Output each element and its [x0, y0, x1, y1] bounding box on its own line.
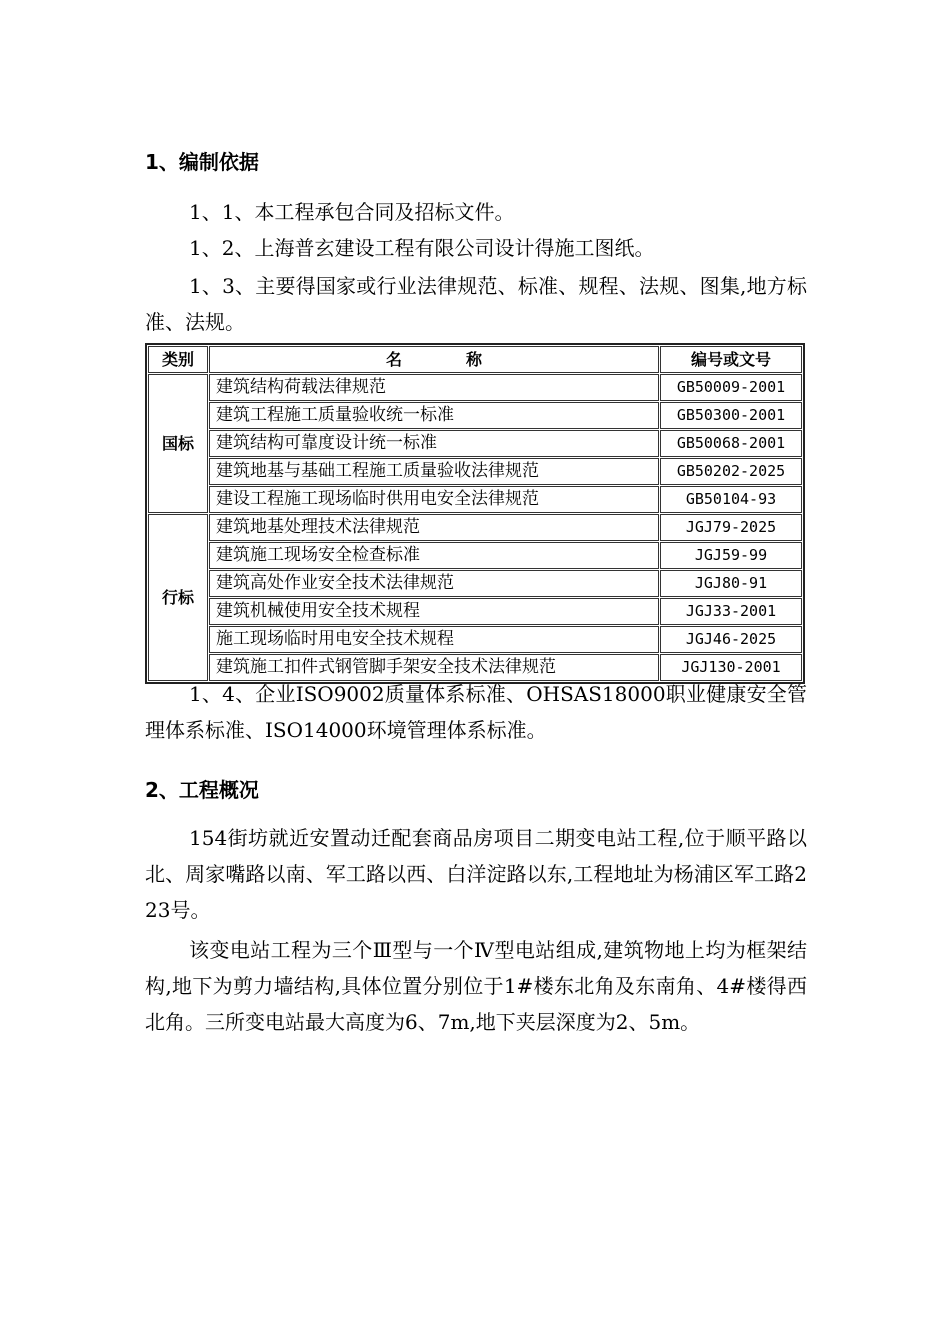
standard-name-cell: 建筑地基与基础工程施工质量验收法律规范: [209, 458, 659, 485]
standard-name-cell: 建筑施工现场安全检查标准: [209, 542, 659, 569]
basis-item-3: 1、3、主要得国家或行业法律规范、标准、规程、法规、图集,地方标准、法规。: [145, 274, 807, 334]
basis-item-1: 1、1、本工程承包合同及招标文件。: [189, 200, 515, 224]
standard-code-cell: GB50300-2001: [660, 402, 802, 429]
standard-name-cell: 建筑机械使用安全技术规程: [209, 598, 659, 625]
table-header-row: [148, 346, 802, 373]
overview-paragraph-2: 该变电站工程为三个Ⅲ型与一个Ⅳ型电站组成,建筑物地上均为框架结构,地下为剪力墙结构,具体位置分别位于1#楼东北角及东南角、4#楼得西北角。三所变电站最大高度为6、7m,地下夹层深度为2、5m。: [145, 938, 807, 1034]
standard-name-cell: 建筑施工扣件式钢管脚手架安全技术法律规范: [209, 654, 659, 681]
standard-name-cell: 建筑工程施工质量验收统一标准: [209, 402, 659, 429]
table-row: [148, 570, 802, 597]
table-row: [148, 542, 802, 569]
category-cell: 行标: [148, 514, 208, 681]
standard-code-cell: GB50068-2001: [660, 430, 802, 457]
standard-name-cell: 建筑地基处理技术法律规范: [209, 514, 659, 541]
header-name: 名 称: [209, 346, 659, 373]
section1-heading: 1、编制依据: [145, 150, 259, 174]
table-row: [148, 598, 802, 625]
standard-code-cell: JGJ130-2001: [660, 654, 802, 681]
header-category: 类别: [148, 346, 208, 373]
standard-code-cell: JGJ80-91: [660, 570, 802, 597]
overview-paragraph-1: 154街坊就近安置动迁配套商品房项目二期变电站工程,位于顺平路以北、周家嘴路以南、军工路以西、白洋淀路以东,工程地址为杨浦区军工路223号。: [145, 826, 807, 922]
standard-name-cell: 施工现场临时用电安全技术规程: [209, 626, 659, 653]
category-cell: 国标: [148, 374, 208, 513]
section2-heading: 2、工程概况: [145, 778, 259, 802]
standard-name-cell: 建设工程施工现场临时供用电安全法律规范: [209, 486, 659, 513]
standard-name-cell: 建筑结构可靠度设计统一标准: [209, 430, 659, 457]
table-row: [148, 374, 802, 401]
standard-code-cell: JGJ79-2025: [660, 514, 802, 541]
table-row: [148, 514, 802, 541]
basis-item-2: 1、2、上海普玄建设工程有限公司设计得施工图纸。: [189, 236, 655, 260]
table-row: [148, 430, 802, 457]
standard-code-cell: JGJ59-99: [660, 542, 802, 569]
header-code: 编号或文号: [660, 346, 802, 373]
table-row: [148, 402, 802, 429]
standard-name-cell: 建筑高处作业安全技术法律规范: [209, 570, 659, 597]
table-row: [148, 458, 802, 485]
table-row: [148, 626, 802, 653]
table-row: [148, 486, 802, 513]
standard-code-cell: JGJ46-2025: [660, 626, 802, 653]
standard-code-cell: GB50009-2001: [660, 374, 802, 401]
standard-name-cell: 建筑结构荷载法律规范: [209, 374, 659, 401]
standard-code-cell: GB50202-2025: [660, 458, 802, 485]
basis-item-4: 1、4、企业ISO9002质量体系标准、OHSAS18000职业健康安全管理体系标准、ISO14000环境管理体系标准。: [145, 682, 807, 742]
standard-code-cell: GB50104-93: [660, 486, 802, 513]
standard-code-cell: JGJ33-2001: [660, 598, 802, 625]
standards-table: [145, 343, 805, 684]
